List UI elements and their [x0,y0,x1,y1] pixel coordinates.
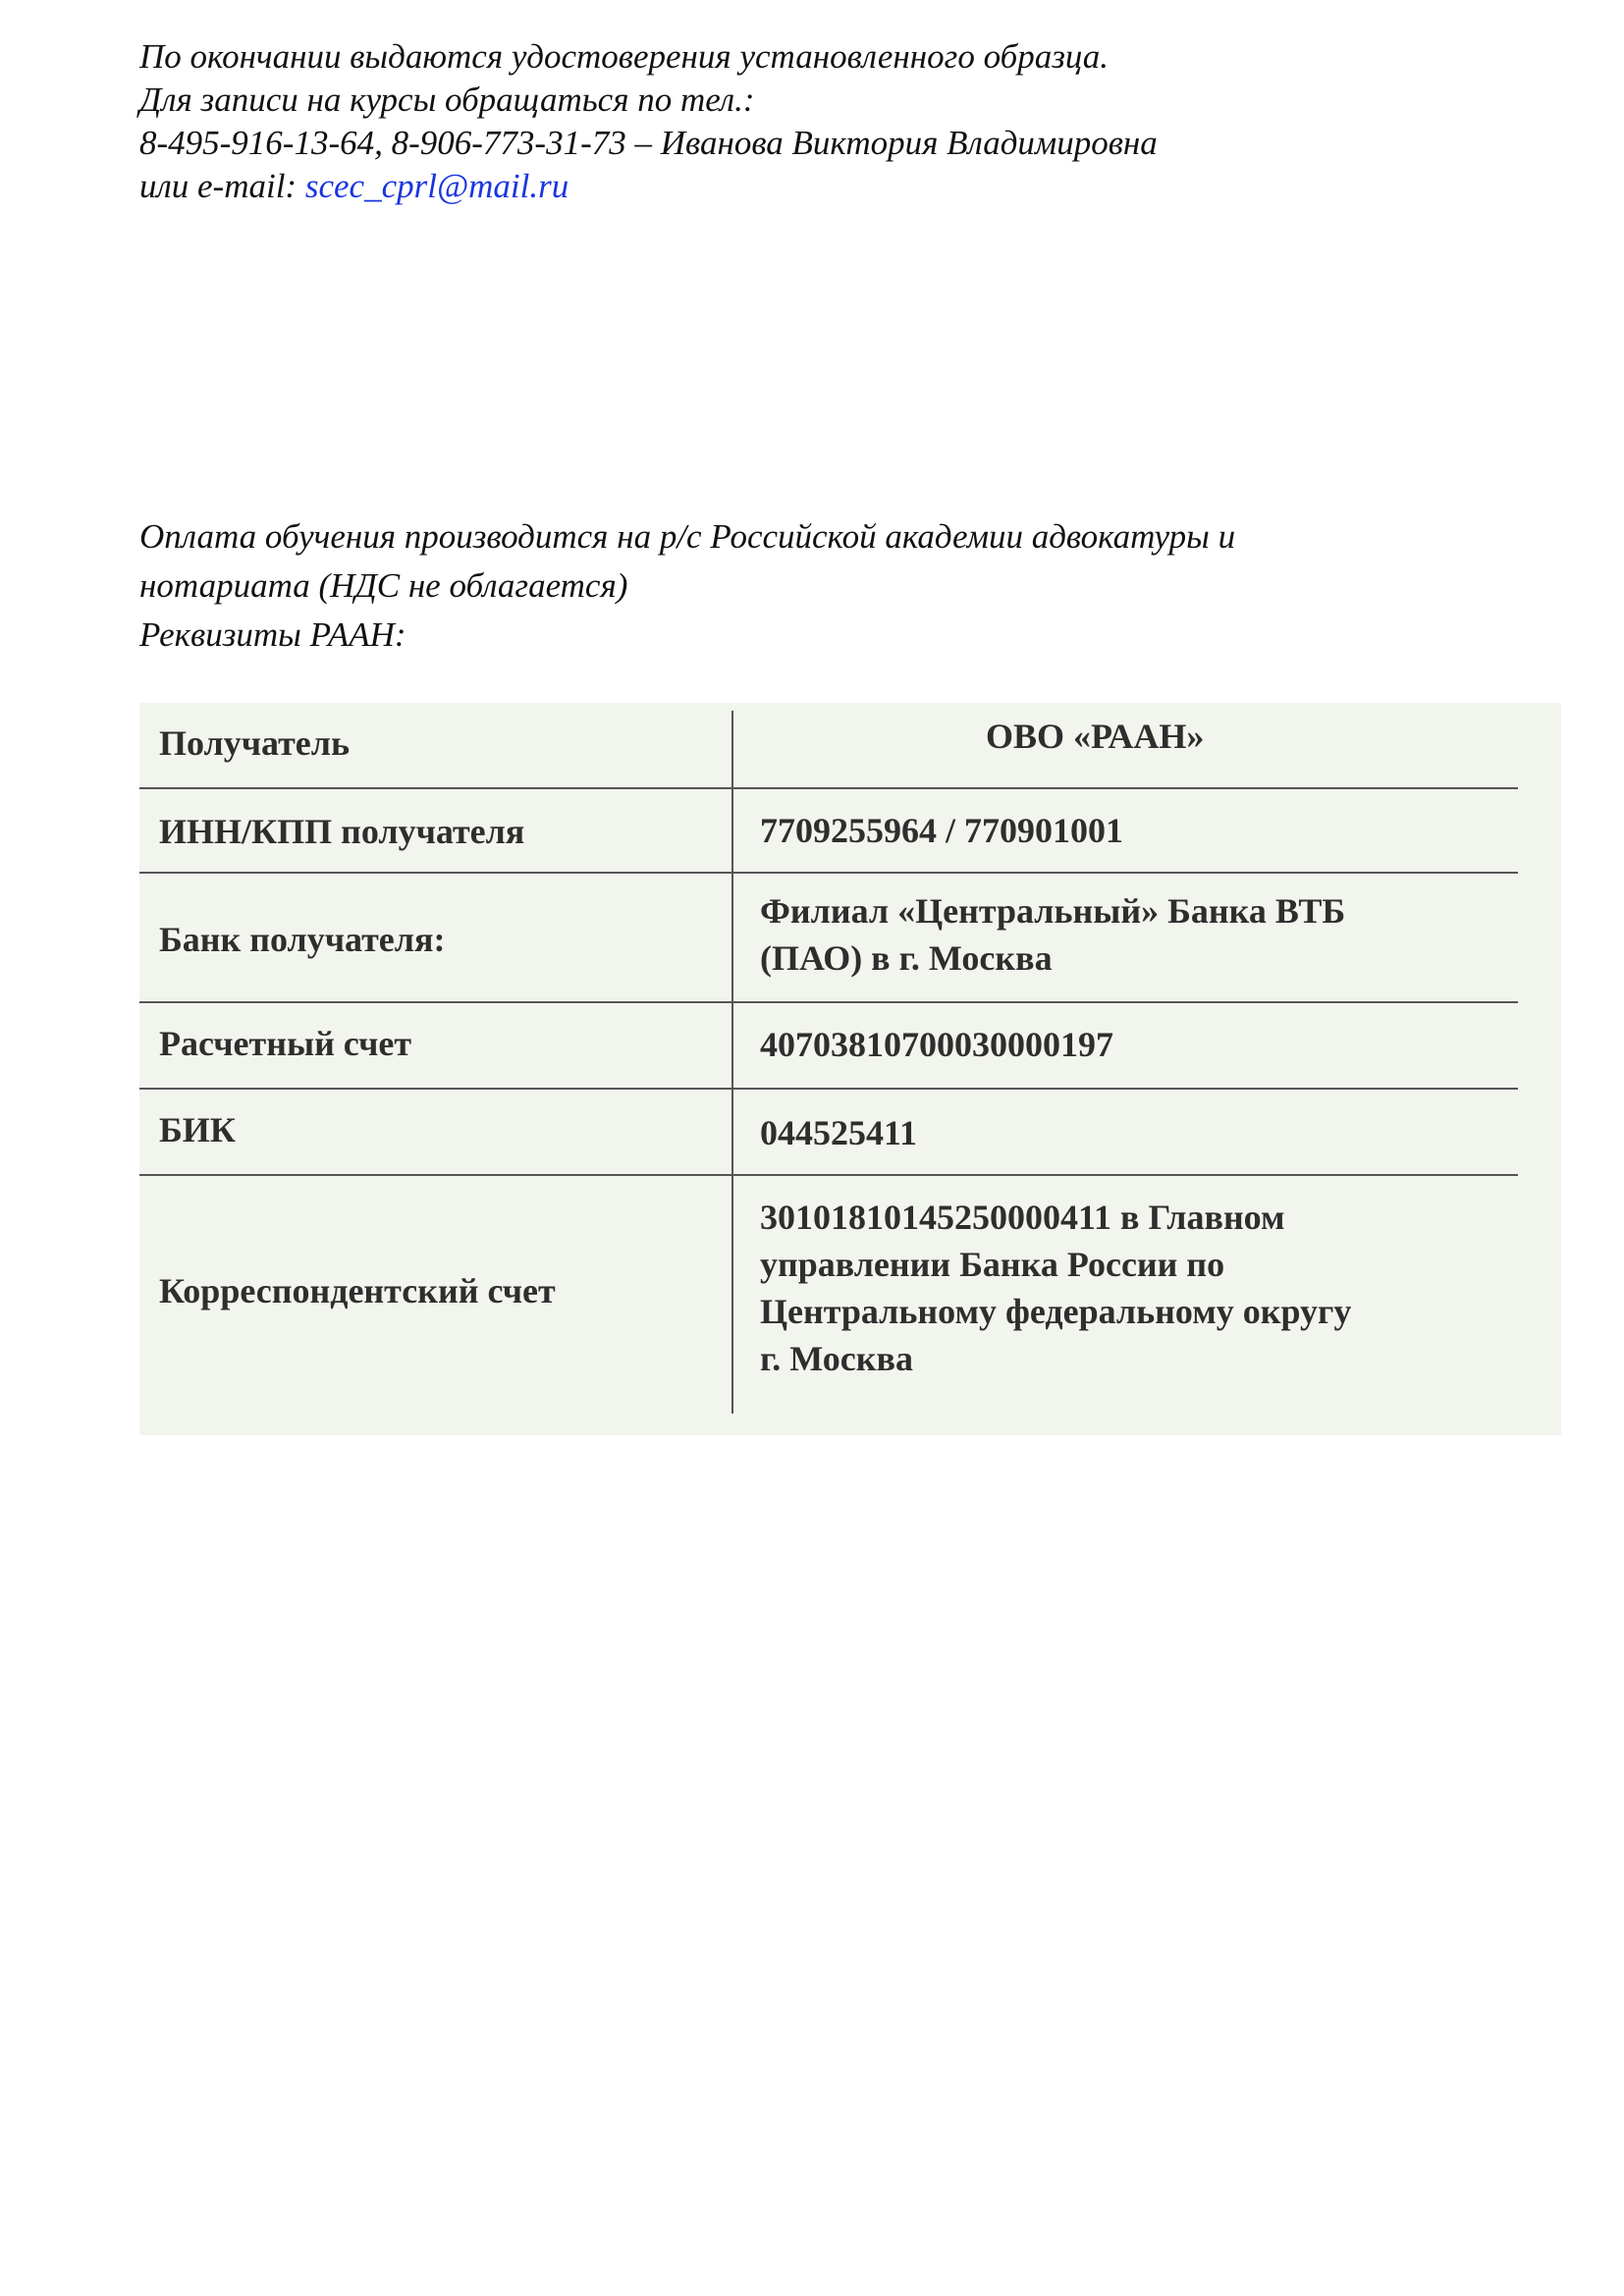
inn-value: 7709255964 / 770901001 [760,811,1124,850]
email-link[interactable]: scec_cprl@mail.ru [304,167,569,205]
requisites-table [139,703,1561,1435]
corr-value-line3: Центральному федеральному округу [760,1292,1352,1331]
bank-value-line2: (ПАО) в г. Москва [760,938,1053,978]
recipient-label: Получатель [159,723,350,763]
recipient-value: ОВО «РААН» [986,717,1205,756]
inn-label: ИНН/КПП получателя [159,812,525,851]
corr-value-line1: 30101810145250000411 в Главном [760,1198,1285,1237]
corr-account-label: Корреспондентский счет [159,1271,556,1310]
enrollment-note: Для записи на курсы обращаться по тел.: [139,80,755,119]
course-info [139,35,1514,208]
account-label: Расчетный счет [159,1024,412,1063]
contact-email-line [139,165,1514,208]
table-row [139,789,1518,874]
payment-info [139,512,1514,660]
table-row [139,1003,1518,1090]
table-row [139,1176,1518,1406]
table-row [139,874,1518,1003]
table-row [139,703,1518,789]
bik-value: 044525411 [760,1113,918,1152]
bank-value [760,887,1516,982]
email-prefix: или e-mail: [139,167,305,205]
requisites-heading: Реквизиты РААН: [139,615,406,654]
corr-account-value [760,1194,1516,1382]
payment-note-line2: нотариата (НДС не облагается) [139,566,628,605]
payment-note-line1: Оплата обучения производится на р/с Российской академии адвокатуры и [139,517,1236,556]
certificate-note: По окончании выдаются удостоверения установленного образца. [139,37,1110,76]
corr-value-line2: управлении Банка России по [760,1245,1225,1284]
table-row [139,1090,1518,1176]
bank-value-line1: Филиал «Центральный» Банка ВТБ [760,891,1346,931]
bik-label: БИК [159,1110,236,1149]
account-value: 40703810700030000197 [760,1025,1113,1064]
bank-label: Банк получателя: [159,920,446,959]
corr-value-line4: г. Москва [760,1339,913,1378]
contact-phones: 8-495-916-13-64, 8-906-773-31-73 – Иванова Виктория Владимировна [139,124,1158,162]
